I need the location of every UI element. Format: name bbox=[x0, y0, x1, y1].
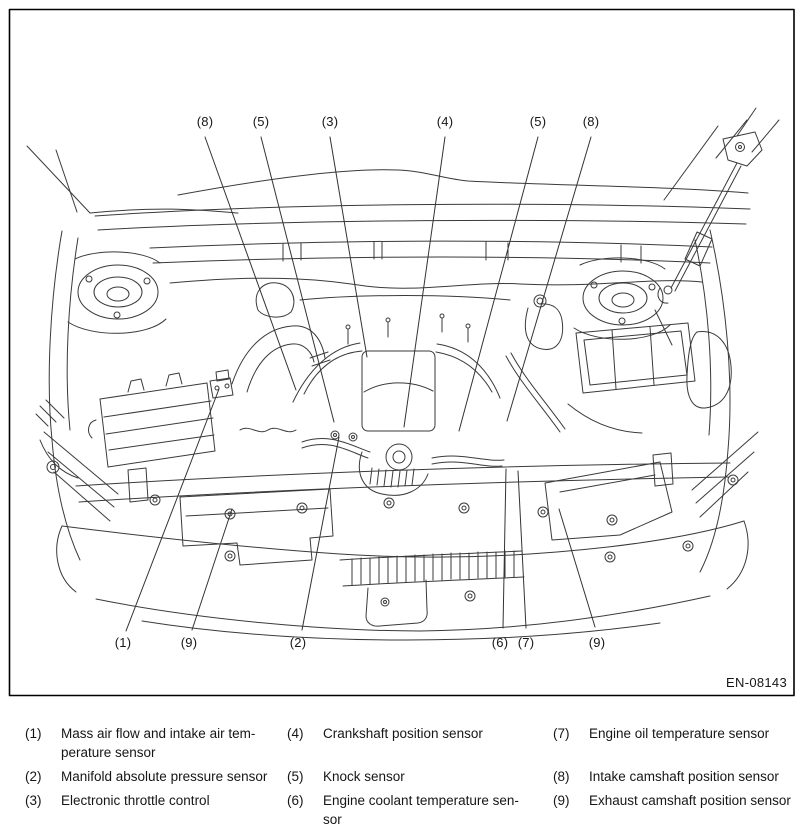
legend bbox=[25, 724, 804, 829]
callout-bottom-5: (7) bbox=[517, 635, 535, 650]
legend-number-9: (9) bbox=[553, 793, 570, 808]
callout-bottom-6: (9) bbox=[588, 635, 606, 650]
callout-bottom-4: (6) bbox=[491, 635, 509, 650]
legend-number-5: (5) bbox=[287, 769, 304, 784]
legend-number-6: (6) bbox=[287, 793, 304, 808]
callout-bottom-2: (9) bbox=[180, 635, 198, 650]
callout-top-4: (4) bbox=[436, 114, 454, 129]
legend-text-8: Intake camshaft position sensor bbox=[589, 769, 779, 784]
legend-number-4: (4) bbox=[287, 726, 304, 741]
hood-prop-rod bbox=[658, 132, 762, 303]
callout-top-1: (8) bbox=[196, 114, 214, 129]
legend-text-5: Knock sensor bbox=[323, 769, 405, 784]
callout-top-5: (5) bbox=[529, 114, 547, 129]
coolant-reservoir bbox=[506, 295, 642, 433]
leader-lines-bottom bbox=[126, 389, 595, 631]
fender-liners bbox=[36, 400, 758, 521]
callout-top-3: (3) bbox=[321, 114, 339, 129]
legend-number-2: (2) bbox=[25, 769, 42, 784]
legend-text-9: Exhaust camshaft position sensor bbox=[589, 793, 791, 808]
legend-number-3: (3) bbox=[25, 793, 42, 808]
legend-number-8: (8) bbox=[553, 769, 570, 784]
diagram-border bbox=[10, 10, 795, 696]
callout-bottom-1: (1) bbox=[114, 635, 132, 650]
legend-text-3: Electronic throttle control bbox=[61, 793, 210, 808]
legend-number-7: (7) bbox=[553, 726, 570, 741]
cowl-panel bbox=[95, 170, 750, 300]
figure-code: EN-08143 bbox=[726, 675, 787, 690]
bumper bbox=[47, 461, 748, 640]
left-strut-tower bbox=[68, 252, 166, 333]
legend-text-4: Crankshaft position sensor bbox=[323, 726, 483, 741]
legend-text-1: Mass air flow and intake air tem- perature sensor bbox=[61, 726, 256, 760]
legend-number-1: (1) bbox=[25, 726, 42, 741]
callout-top-6: (8) bbox=[582, 114, 600, 129]
radiator-support bbox=[76, 453, 730, 565]
legend-text-2: Manifold absolute pressure sensor bbox=[61, 769, 268, 784]
grille bbox=[340, 551, 524, 626]
legend-text-7: Engine oil temperature sensor bbox=[589, 726, 770, 741]
body-outline bbox=[27, 108, 779, 572]
callout-top-2: (5) bbox=[252, 114, 270, 129]
battery-tray bbox=[576, 323, 695, 393]
legend-text-6: Engine coolant temperature sen- sor bbox=[323, 793, 519, 827]
air-cleaner-box bbox=[89, 373, 215, 467]
callout-bottom-3: (2) bbox=[289, 635, 307, 650]
